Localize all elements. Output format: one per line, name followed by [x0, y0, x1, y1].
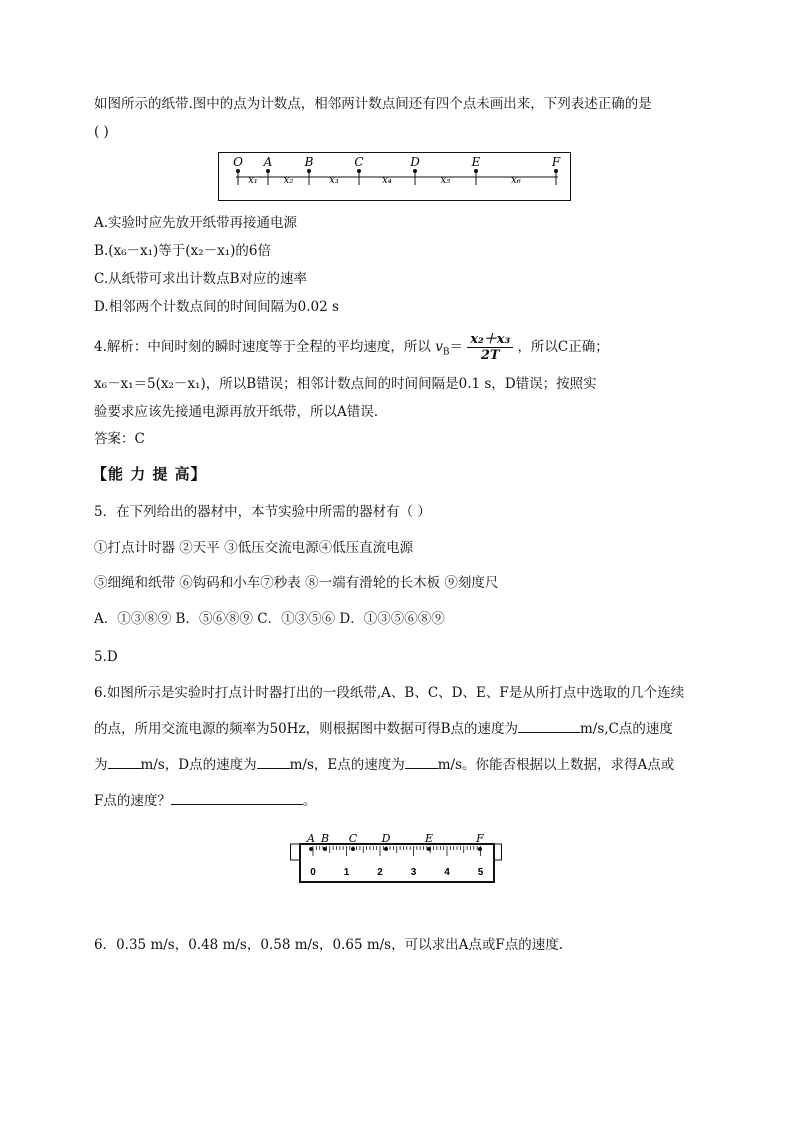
ruler-tick-label: 1: [343, 867, 350, 878]
q3-option-c: C.从纸带可求出计数点B对应的速率: [94, 271, 308, 287]
q5-options: A．①③⑧⑨ B．⑤⑥⑧⑨ C．①③⑤⑥ D．①③⑤⑥⑧⑨: [94, 611, 445, 627]
ruler-point-label: B: [320, 832, 330, 845]
q5-items-line1: ①打点计时器 ②天平 ③低压交流电源④低压直流电源: [94, 540, 414, 556]
q3-stem-line2: ( ): [94, 124, 109, 140]
ruler-tick-label: 0: [310, 867, 316, 878]
tape-segment-label: x₂: [283, 175, 294, 186]
ruler-dot: [309, 847, 313, 851]
tape-dot: [357, 169, 361, 173]
ruler-point-label: D: [381, 832, 391, 845]
q4-analysis-pre: 4.解析：中间时刻的瞬时速度等于全程的平均速度，所以: [94, 339, 431, 355]
q6-line3-c: m/s，E点的速度为: [289, 757, 405, 773]
q6-line1: 6.如图所示是实验时打点计时器打出的一段纸带,A、B、C、D、E、F是从所打点中选取的几个连续: [94, 685, 685, 701]
q5-items-line2: ⑤细绳和纸带 ⑥钩码和小车⑦秒表 ⑧一端有滑轮的长木板 ⑨刻度尺: [94, 575, 499, 591]
tape-segment-label: x₁: [248, 175, 258, 186]
q4-frac-num: x₂＋x₃: [467, 332, 513, 348]
ruler-point-label: C: [348, 832, 358, 845]
q4-analysis-line1: [94, 332, 609, 366]
q6-answer: 6．0.35 m/s，0.48 m/s，0.58 m/s，0.65 m/s，可以求出A点或F点的速度.: [94, 937, 564, 953]
tape-dot: [266, 169, 270, 173]
tape-point-label: O: [233, 155, 243, 169]
ruler-tick-label: 3: [410, 867, 417, 878]
tape-point-label: D: [410, 155, 420, 169]
ruler-point-label: A: [307, 832, 315, 845]
ruler-dot: [384, 847, 388, 851]
q6-line4-pre: F点的速度？: [94, 793, 171, 809]
q6-line3-b: m/s，D点的速度为: [140, 757, 257, 773]
ruler-dot: [478, 847, 482, 851]
tape-point-label: A: [263, 155, 273, 169]
q4-analysis-line3: 验要求应该先接通电源再放开纸带，所以A错误.: [94, 404, 379, 420]
q4-fraction: [467, 332, 513, 363]
q4-analysis-post: ，所以C正确；: [517, 339, 609, 355]
tape-point-label: B: [304, 155, 314, 169]
answer-blank-d[interactable]: [257, 755, 290, 769]
q5-answer: 5.D: [94, 649, 118, 665]
q4-vb-sub: B: [442, 347, 450, 358]
tape-segment-label: x₃: [329, 175, 339, 186]
ruler-tick-label: 5: [477, 867, 484, 878]
tape-dot: [413, 169, 417, 173]
tape-segment-label: x₄: [382, 175, 392, 186]
q3-option-b: B.(x₆－x₁)等于(x₂－x₁)的6倍: [94, 243, 271, 259]
ruler-point-label: E: [424, 832, 434, 845]
ruler-tape-figure: [290, 826, 502, 884]
ruler-tick-label: 2: [377, 867, 383, 878]
ruler-point-label: F: [476, 832, 484, 845]
q6-line4: [94, 791, 316, 810]
paper-tape-figure: [218, 152, 572, 202]
q3-stem-line1: 如图所示的纸带.图中的点为计数点，相邻两计数点间还有四个点未画出来，下列表述正确的是: [94, 96, 652, 112]
tape-point-label: F: [551, 155, 561, 169]
q6-line3-a: 为: [94, 757, 108, 773]
q6-line2-pre: 的点，所用交流电源的频率为50Hz，则根据图中数据可得B点的速度为: [94, 721, 518, 737]
answer-blank-e[interactable]: [405, 755, 438, 769]
q6-line2-post: m/s,C点的速度: [579, 721, 673, 737]
tape-dot: [236, 169, 240, 173]
answer-blank-b[interactable]: [518, 719, 580, 733]
answer-blank-af[interactable]: [171, 791, 303, 805]
tape-segment-label: x₅: [440, 175, 451, 186]
tape-dot: [474, 169, 478, 173]
q6-line2: [94, 719, 673, 738]
tape-dot: [307, 169, 311, 173]
q4-eq: ＝: [449, 339, 463, 355]
ruler-dot: [351, 847, 355, 851]
q3-option-a: A.实验时应先放开纸带再接通电源: [94, 215, 298, 231]
ruler-dot: [323, 847, 327, 851]
q6-line3-d: m/s。你能否根据以上数据，求得A点或: [437, 757, 675, 773]
q4-frac-den: 2T: [480, 348, 500, 363]
tape-segment-label: x₆: [511, 175, 521, 186]
section-title: 【能 力 提 高】: [92, 465, 207, 483]
tape-point-label: E: [471, 155, 481, 169]
q5-stem: 5．在下列给出的器材中，本节实验中所需的器材有（ ）: [94, 504, 431, 520]
answer-blank-c[interactable]: [108, 755, 141, 769]
tape-dot: [554, 169, 558, 173]
q6-line3: [94, 755, 674, 774]
ruler-tick-label: 4: [444, 867, 450, 878]
q6-line4-post: 。: [302, 793, 317, 809]
ruler-dot: [427, 847, 431, 851]
q4-answer: 答案：C: [94, 431, 145, 447]
q4-vb: v: [435, 339, 443, 355]
q3-option-d: D.相邻两个计数点间的时间间隔为0.02 s: [94, 299, 339, 315]
tape-point-label: C: [354, 155, 364, 169]
q4-analysis-line2: x₆－x₁＝5(x₂－x₁)，所以B错误；相邻计数点间的时间间隔是0.1 s，D错误；按照实: [94, 376, 597, 392]
